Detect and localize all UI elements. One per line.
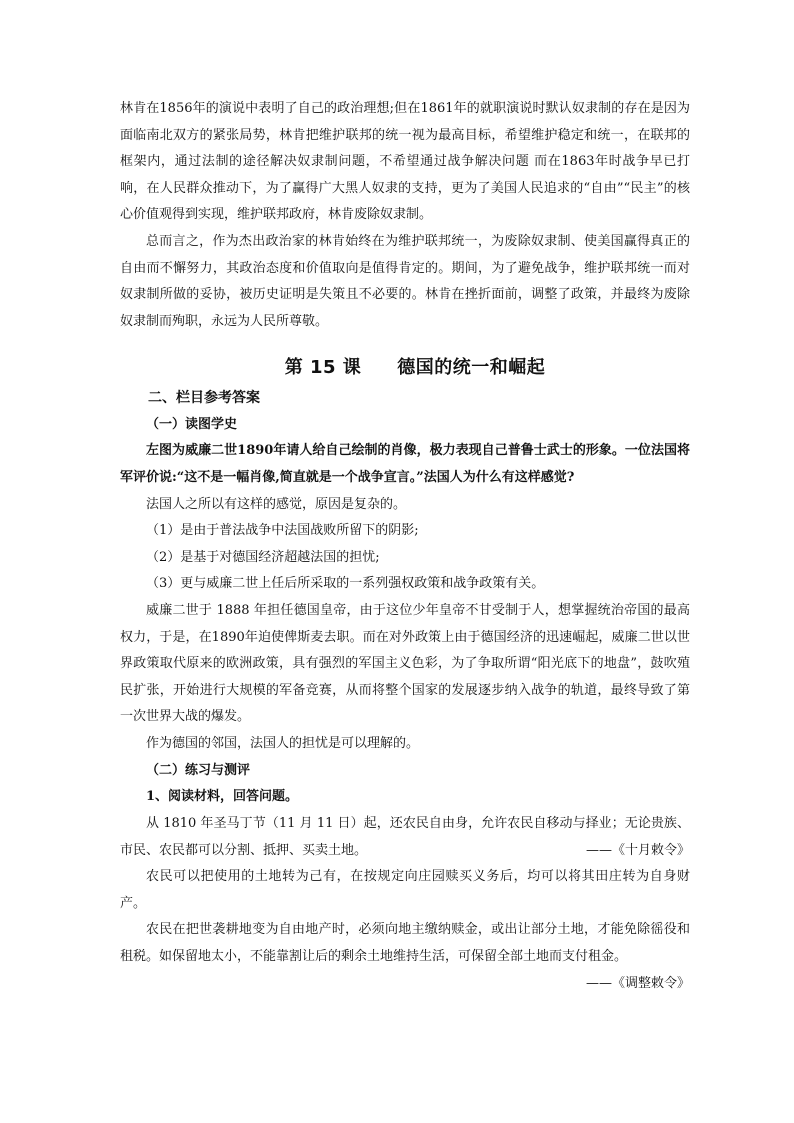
part2-heading: （二）练习与测评	[146, 763, 251, 779]
paragraph-lincoln-positions: 林肯在1856年的演说中表明了自己的政治理想;但在1861年的就职演说时默认奴隶制的存在是因为面临南北双方的紧张局势，林肯把维护联邦的统一视为最高目标，希望维护稳定和统一，在联邦的框架内，通过法制的途径解决奴隶制问题，不希望通过战争解决问题 而在1863年时战争早已打响，在人民群众推动下，为了赢得广大黑人奴隶的支持，更为了美国人民追求的“自由”“民主”的核心价值观得到实现，维护联邦政府，林肯废除奴隶制。	[120, 101, 690, 223]
page-content	[120, 96, 690, 997]
part1-conclusion: 作为德国的邻国，法国人的担忧是可以理解的。	[146, 735, 420, 751]
material-1-block	[120, 811, 690, 864]
part1-question: 左图为威廉二世1890年请人给自己绘制的肖像，极力表现自己普鲁士武士的形象。一位法国将军评价说:“这不是一幅肖像,简直就是一个战争宣言。”法国人为什么有这样感觉?	[120, 443, 690, 485]
part1-answer-intro: 法国人之所以有这样的感觉，原因是复杂的。	[146, 496, 407, 512]
reason-item: （2）是基于对德国经济超越法国的担忧;	[146, 549, 380, 565]
part1-analysis: 威廉二世于 1888 年担任德国皇帝，由于这位少年皇帝不甘受制于人，想掌握统治帝国的最高权力，于是，在1890年迫使俾斯麦去职。而在对外政策上由于德国经济的迅速崛起，威廉二世以世界政策取代原来的欧洲政策，具有强烈的军国主义色彩，为了争取所谓“阳光底下的地盘”，鼓吹殖民扩张，开始进行大规模的军备竞赛，从而将整个国家的发展逐步纳入战争的轨道，最终导致了第一次世界大战的爆发。	[120, 602, 690, 725]
part1-heading: （一）读图学史	[146, 417, 238, 433]
source-october-edict: ——《十月敕令》	[585, 842, 690, 858]
question-1-title: 1、阅读材料，回答问题。	[146, 789, 299, 805]
lesson-name: 德国的统一和崛起	[397, 357, 546, 379]
source-adjustment-edict: ——《调整敕令》	[585, 975, 690, 991]
lesson-number: 第 15 课	[284, 357, 362, 379]
paragraph-summary: 总而言之，作为杰出政治家的林肯始终在为维护联邦统一，为废除奴隶制、使美国赢得真正的自由而不懈努力，其政治态度和价值取向是值得肯定的。期间，为了避免战争，维护联邦统一而对奴隶制所做的妥协，被历史证明是失策且不必要的。林肯在挫折面前，调整了政策，并最终为废除奴隶制而殉职，永远为人民所尊敬。	[120, 233, 690, 329]
material-2: 农民可以把使用的土地转为己有，在按规定向庄园赎买义务后，均可以将其田庄转为自身财产。	[120, 869, 690, 911]
section-heading-answers: 二、栏目参考答案	[148, 390, 260, 407]
material-3: 农民在把世袭耕地变为自由地产时，必须向地主缴纳赎金，或出让部分土地，才能免除徭役和租税。如保留地太小，不能靠割让后的剩余土地维持生活，可保留全部土地而支付租金。	[120, 922, 690, 965]
reason-item: （3）更与威廉二世上任后所采取的一系列强权政策和战争政策有关。	[146, 576, 545, 592]
reason-item: （1）是由于普法战争中法国战败所留下的阴影;	[146, 523, 419, 539]
material-1: 从 1810 年圣马丁节（11 月 11 日）起，还农民自由身，允许农民自移动与择业；无论贵族、市民、农民都可以分割、抵押、买卖土地。	[120, 816, 690, 858]
lesson-title	[120, 351, 690, 385]
